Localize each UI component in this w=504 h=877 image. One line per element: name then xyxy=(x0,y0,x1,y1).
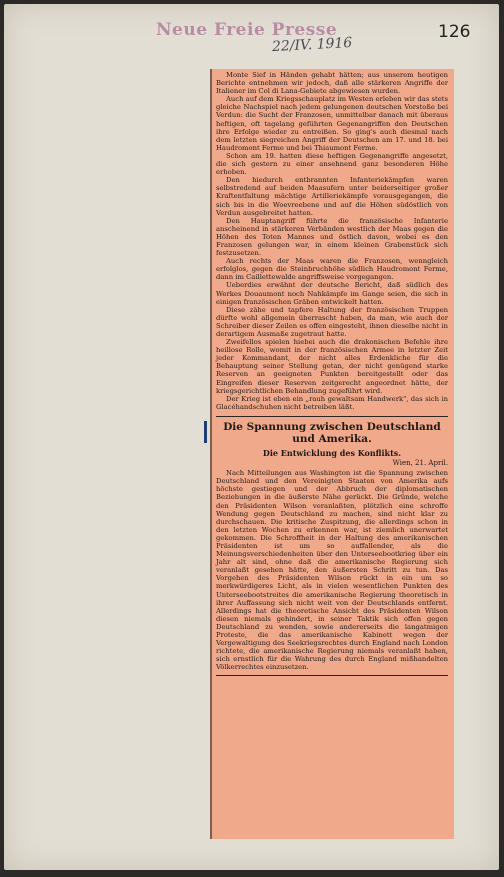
article-heading xyxy=(216,416,448,445)
end-rule xyxy=(216,675,448,676)
paragraph: Auch auf dem Kriegsschauplatz im Westen erleben wir das stets gleiche Nachspiel nach jedem gelungenen deutschen Vorstoße bei Verdun: die Sucht der Franzosen, unmittelbar danach mit überaus heftigen, oft tagelang geführten Gegenangriffen den Deutschen ihre Erfolge wieder zu entreißen. So ging's auch diesmal nach dem letzten siegreichen Angriff der Deutschen am 17. und 18. bei Haudromont Ferme und bei Thiaumont Ferme. xyxy=(216,95,448,152)
paragraph: Auch rechts der Maas waren die Franzosen, wenngleich erfolglos, gegen die Steinbruchhöhe südlich Haudromont Ferme, dann im Caillettewalde angriffsweise vorgegangen. xyxy=(216,257,448,282)
blue-pencil-mark xyxy=(204,421,207,443)
paragraph: Diese zähe und tapfere Haltung der französischen Truppen dürfte wohl allgemein überrascht haben, da man, wie auch der Schreiber dieser Zeilen es offen eingesteht, ihnen dieselbe nicht in derartigem Ausmaße zugetraut hatte. xyxy=(216,305,448,338)
paragraph: Zweifellos spielen hiebei auch die drakonischen Befehle ihre heillose Rolle, womit in der französischen Armee in letzter Zeit jeder Kommandant, der nicht alles Erdenkliche für die Behauptung seiner Stellung getan, der nicht genügend starke Reserven an geeigneten Punkten bereitgestellt oder das Eingreifen dieser Reserven zeitgerecht angeordnet hätte, der kriegsgerichtlichen Behandlung zugeführt wird. xyxy=(216,338,448,395)
article-paragraph: Nach Mitteilungen aus Washington ist die Spannung zwischen Deutschland und den Vereinigten Staaten von Amerika aufs höchste gestiegen und der Abbruch der diplomatischen Beziehungen in die äußerste Nähe gerückt. Die Gründe, welche den Präsidenten Wilson veranlaßten, plötzlich eine schroffe Wendung gegen Deutschland zu machen, sind nicht klar zu durchschauen. Die kritische Zuspitzung, die allerdings schon in den letzten Wochen zu erkennen war, ist ziemlich unerwartet gekommen. Die Schroffheit in der Haltung des amerikanischen Präsidenten ist um so auffallender, als die Meinungsverschiedenheiten über den Unterseebootkrieg über ein Jahr alt sind, ohne daß die amerikanische Regierung sich veranlaßt gesehen hätte, den äußersten Schritt zu tun. Das Vorgehen des Präsidenten Wilson rückt in ein um so merkwürdigeres Licht, als in vielen wesentlichen Punkten des Unterseebootstreites die amerikanische Regierung theoretisch in ihrer Auffassung sich nicht weit von der Deutschlands entfernt. Allerdings hat die theoretische Ansicht des Präsidenten Wilson diesen niemals gehindert, in seiner Taktik sich offen gegen Deutschland zu wenden, sowie andererseits die langatmigen Proteste, die das amerikanische Kabinett wegen der Vergewaltigung des Seekriegsrechtes durch England nach London richtete, die amerikanische Regierung niemals veranlaßt haben, sich ernstlich für die Wahrung des durch England mißhandelten Völkerrechtes einzusetzen. xyxy=(216,469,448,672)
paragraph: Den Hauptangriff führte die französische Infanterie anscheinend in stärkeren Verbänden westlich der Maas gegen die Höhen des Toten Mannes und östlich davon, wobei es den Franzosen gelungen war, in einem kleinen Grabenstück sich festzusetzen. xyxy=(216,216,448,258)
paragraph: Schon am 19. hatten diese heftigen Gegenangriffe angesetzt, die sich gestern zu einer ansehnend ganz besonderen Höhe erhoben. xyxy=(216,151,448,177)
paragraph: Ueberdies erwähnt der deutsche Bericht, daß südlich des Werkes Douaumont noch Nahkämpfe im Gange seien, die sich in einigen französischen Gräben entwickelt hatten. xyxy=(216,281,448,306)
paragraph: Den hiedurch entbrannten Infanteriekämpfen waren selbstredend auf beiden Maasufern unter beiderseitiger großer Kraftentfaltung mächtige Artilleriekämpfe vorausgegangen, die sich bis in die Woevreebene und auf die Höhen südöstlich von Verdun ausgebreitet hatten. xyxy=(216,176,448,217)
article-subheading: Die Entwicklung des Konflikts. xyxy=(262,447,402,458)
paragraph: Monte Sief in Händen gehabt hätten; aus unserem heutigen Berichte entnehmen wir jedoch, daß alle stärkeren Angriffe der Italiener im Col di Lana-Gebiete abgewiesen wurden. xyxy=(216,71,448,96)
clipping-text xyxy=(216,71,448,676)
newspaper-clipping xyxy=(210,69,454,839)
page-number: 126 xyxy=(438,22,471,42)
paragraph: Der Krieg ist eben ein „rauh gewaltsam Handwerk", das sich in Glacéhandschuhen nicht betreiben läßt. xyxy=(216,394,448,411)
article-heading-text: Die Spannung zwischen Deutschland und Amerika. xyxy=(223,420,441,445)
article-dateline: Wien, 21. April. xyxy=(392,459,448,468)
newspaper-stamp: Neue Freie Presse xyxy=(156,20,338,40)
handwritten-date: 22/IV. 1916 xyxy=(271,34,353,56)
